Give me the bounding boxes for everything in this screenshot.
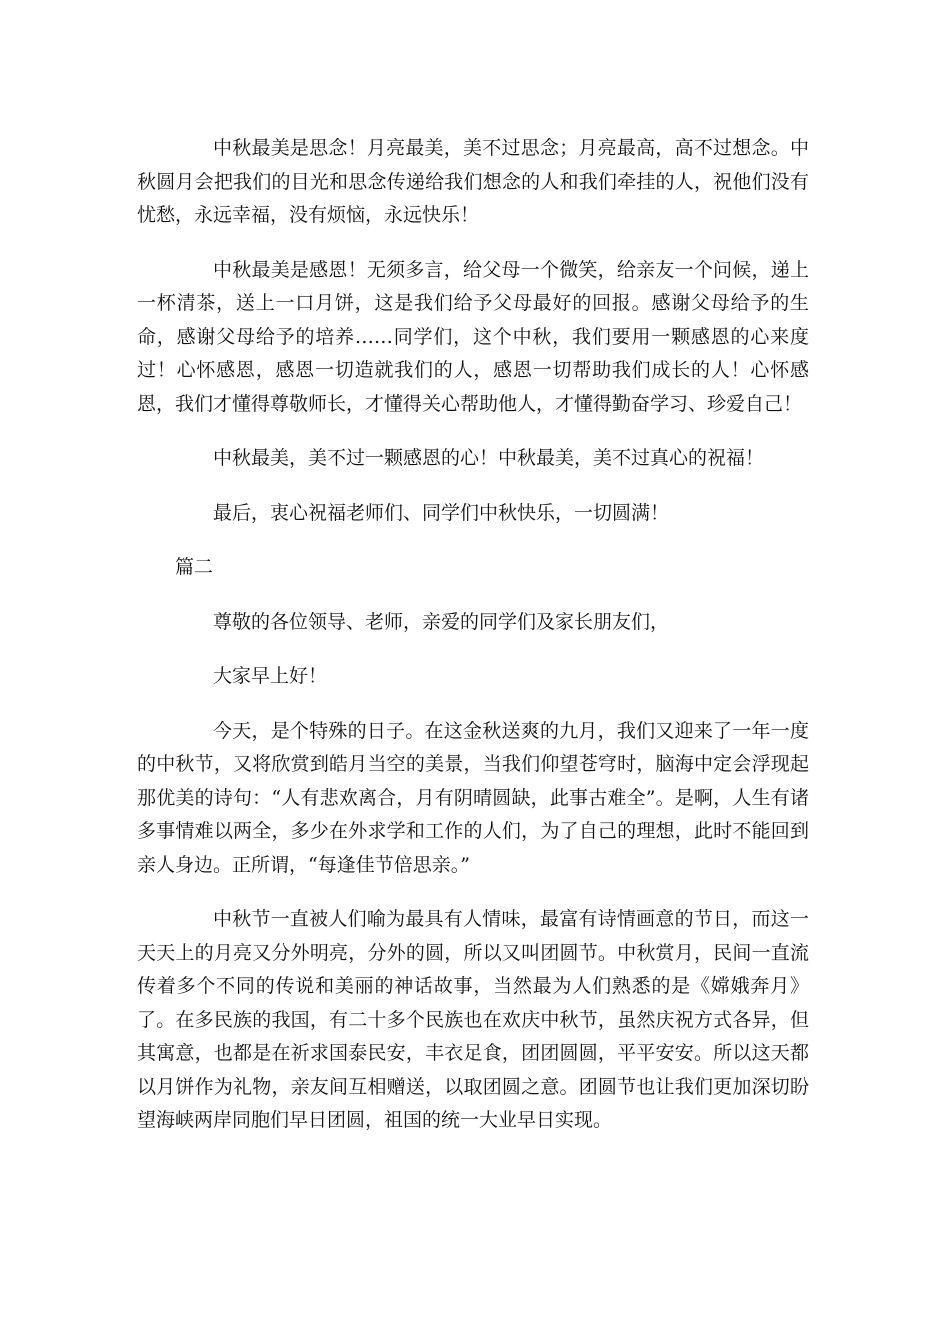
paragraph-reunion-festival: 中秋节一直被人们喻为最具有人情味，最富有诗情画意的节日，而这一天天上的月亮又分外明亮，分外的圆，所以又叫团圆节。中秋赏月，民间一直流传着多个不同的传说和美丽的神话故事，当然最为人们熟悉的是《嫦娥奔月》了。在多民族的我国，有二十多个民族也在欢庆中秋节，虽然庆祝方式各异，但其寓意，也都是在祈求国泰民安，丰衣足食，团团圆圆，平平安安。所以这天都以月饼作为礼物，亲友间互相赠送，以取团圆之意。团圆节也让我们更加深切盼望海峡两岸同胞们早日团圆，祖国的统一大业早日实现。 <box>137 908 809 1131</box>
paragraph-gratitude: 中秋最美是感恩！无须多言，给父母一个微笑，给亲友一个问候，递上一杯清茶，送上一口月饼，这是我们给予父母最好的回报。感谢父母给予的生命，感谢父母给予的培养……同学们，这个中秋，我们要用一颗感恩的心来度过！心怀感恩，感恩一切造就我们的人，感恩一切帮助我们成长的人！心怀感恩，我们才懂得尊敬师长，才懂得关心帮助他人，才懂得勤奋学习、珍爱自己！ <box>137 258 809 415</box>
section-heading: 篇二 <box>175 556 214 578</box>
paragraph-missing-moon: 中秋最美是思念！月亮最美，美不过思念；月亮最高，高不过想念。中秋圆月会把我们的目光和思念传递给我们想念的人和我们牵挂的人，祝他们没有忧愁，永远幸福，没有烦恼，永远快乐！ <box>137 137 809 226</box>
paragraph-special-day: 今天，是个特殊的日子。在这金秋送爽的九月，我们又迎来了一年一度的中秋节，又将欣赏到皓月当空的美景，当我们仰望苍穹时，脑海中定会浮现起那优美的诗句：“人有悲欢离合，月有阴晴圆缺，此事古难全”。是啊，人生有诸多事情难以两全，多少在外求学和工作的人们，为了自己的理想，此时不能回到亲人身边。正所谓，“每逢佳节倍思亲。” <box>137 719 809 876</box>
document-body <box>137 132 809 1159</box>
paragraph-greeting: 大家早上好！ <box>213 665 328 687</box>
paragraph-salutation: 尊敬的各位领导、老师，亲爱的同学们及家长朋友们， <box>213 610 670 633</box>
paragraph-grateful-heart: 中秋最美，美不过一颗感恩的心！中秋最美，美不过真心的祝福！ <box>213 447 765 469</box>
paragraph-closing-wishes: 最后，衷心祝福老师们、同学们中秋快乐，一切圆满！ <box>213 501 670 524</box>
